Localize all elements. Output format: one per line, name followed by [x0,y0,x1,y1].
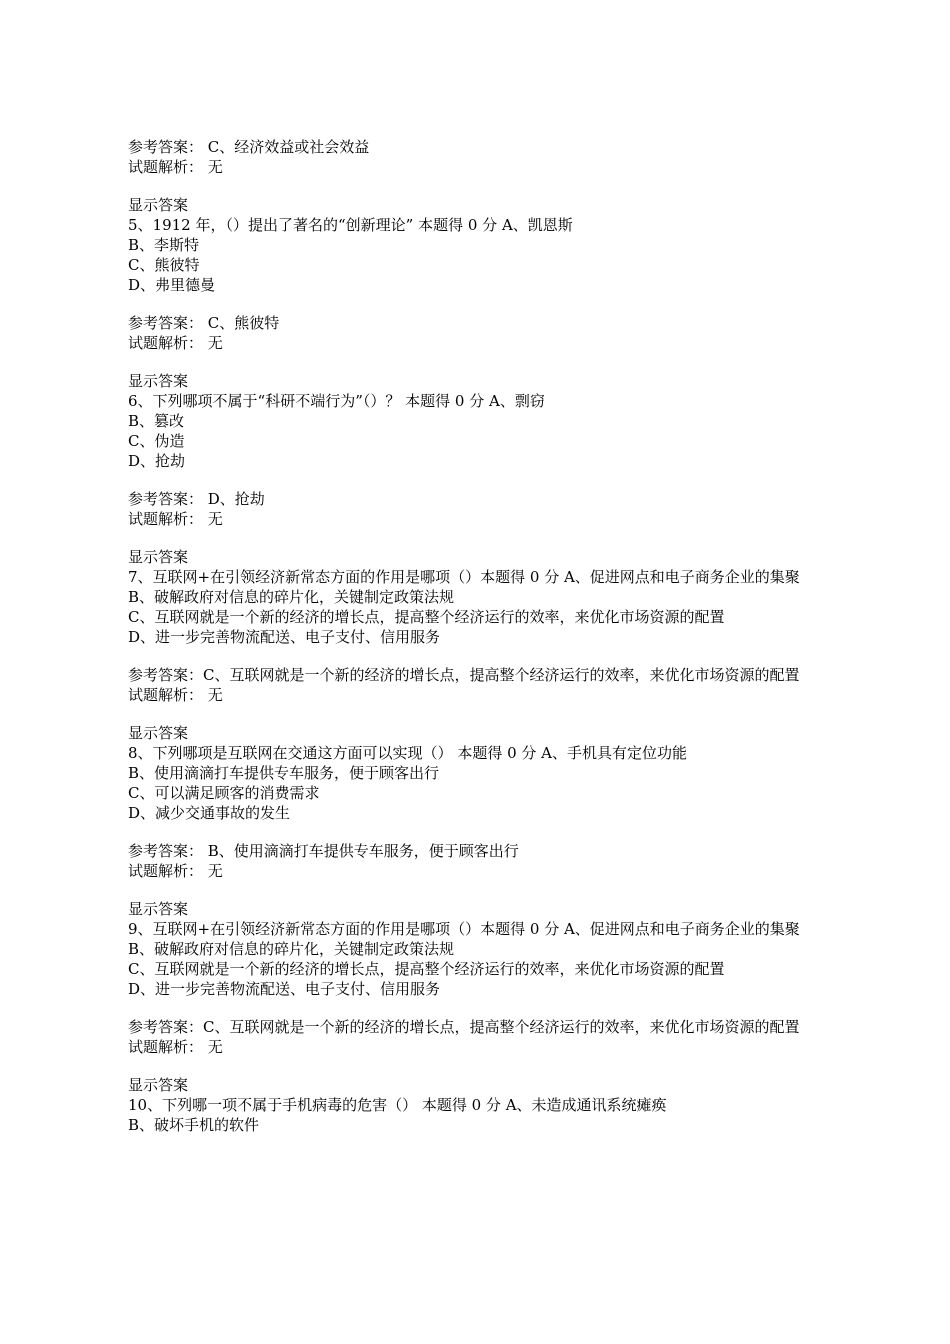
option-line: C、可以满足顾客的消费需求 [128,784,320,802]
question-line: 8、下列哪项是互联网在交通这方面可以实现（） 本题得 0 分 A、手机具有定位功能 [128,744,687,762]
reference-answer-line: 参考答案： D、抢劫 [128,490,265,508]
question-line: 5、1912 年，（）提出了著名的“创新理论” 本题得 0 分 A、凯恩斯 [128,216,573,234]
option-line: C、互联网就是一个新的经济的增长点，提高整个经济运行的效率，来优化市场资源的配置 [128,960,725,978]
option-line: B、破解政府对信息的碎片化，关键制定政策法规 [128,588,455,606]
reference-answer-line: 参考答案： B、使用滴滴打车提供专车服务，便于顾客出行 [128,842,519,860]
analysis-line: 试题解析： 无 [128,1038,223,1056]
analysis-line: 试题解析： 无 [128,862,223,880]
paragraph-gap [128,471,838,489]
option-line: D、进一步完善物流配送、电子支付、信用服务 [128,980,441,998]
show-answer-link[interactable]: 显示答案 [128,724,189,742]
paragraph-gap [128,529,838,547]
option-line: D、减少交通事故的发生 [128,804,291,822]
option-line: C、熊彼特 [128,256,200,274]
option-line: B、使用滴滴打车提供专车服务，便于顾客出行 [128,764,440,782]
reference-answer-line: 参考答案：C、互联网就是一个新的经济的增长点，提高整个经济运行的效率，来优化市场资源的配置 [128,666,800,684]
option-line: B、李斯特 [128,236,200,254]
option-line: C、伪造 [128,432,185,450]
option-line: B、篡改 [128,412,185,430]
paragraph-gap [128,177,838,195]
option-line: D、弗里德曼 [128,276,216,294]
paragraph-gap [128,881,838,899]
reference-answer-line: 参考答案： C、经济效益或社会效益 [128,138,370,156]
paragraph-gap [128,647,838,665]
document-body [128,137,838,1135]
analysis-line: 试题解析： 无 [128,510,223,528]
show-answer-link[interactable]: 显示答案 [128,548,189,566]
paragraph-gap [128,705,838,723]
analysis-line: 试题解析： 无 [128,158,223,176]
analysis-line: 试题解析： 无 [128,334,223,352]
paragraph-gap [128,295,838,313]
reference-answer-line: 参考答案： C、熊彼特 [128,314,280,332]
paragraph-gap [128,823,838,841]
show-answer-link[interactable]: 显示答案 [128,372,189,390]
paragraph-gap [128,999,838,1017]
analysis-line: 试题解析： 无 [128,686,223,704]
option-line: D、进一步完善物流配送、电子支付、信用服务 [128,628,441,646]
option-line: C、互联网就是一个新的经济的增长点，提高整个经济运行的效率，来优化市场资源的配置 [128,608,725,626]
paragraph-gap [128,1057,838,1075]
paragraph-gap [128,353,838,371]
show-answer-link[interactable]: 显示答案 [128,196,189,214]
question-line: 6、下列哪项不属于“科研不端行为”（）？ 本题得 0 分 A、剽窃 [128,392,545,410]
show-answer-link[interactable]: 显示答案 [128,900,189,918]
option-line: B、破解政府对信息的碎片化，关键制定政策法规 [128,940,455,958]
question-line: 7、互联网+在引领经济新常态方面的作用是哪项（）本题得 0 分 A、促进网点和电子商务企业的集聚 [128,568,800,586]
option-line: D、抢劫 [128,452,186,470]
question-line: 9、互联网+在引领经济新常态方面的作用是哪项（）本题得 0 分 A、促进网点和电子商务企业的集聚 [128,920,800,938]
question-line: 10、下列哪一项不属于手机病毒的危害（） 本题得 0 分 A、未造成通讯系统瘫痪 [128,1096,667,1114]
reference-answer-line: 参考答案：C、互联网就是一个新的经济的增长点，提高整个经济运行的效率，来优化市场资源的配置 [128,1018,800,1036]
option-line: B、破坏手机的软件 [128,1116,260,1134]
show-answer-link[interactable]: 显示答案 [128,1076,189,1094]
